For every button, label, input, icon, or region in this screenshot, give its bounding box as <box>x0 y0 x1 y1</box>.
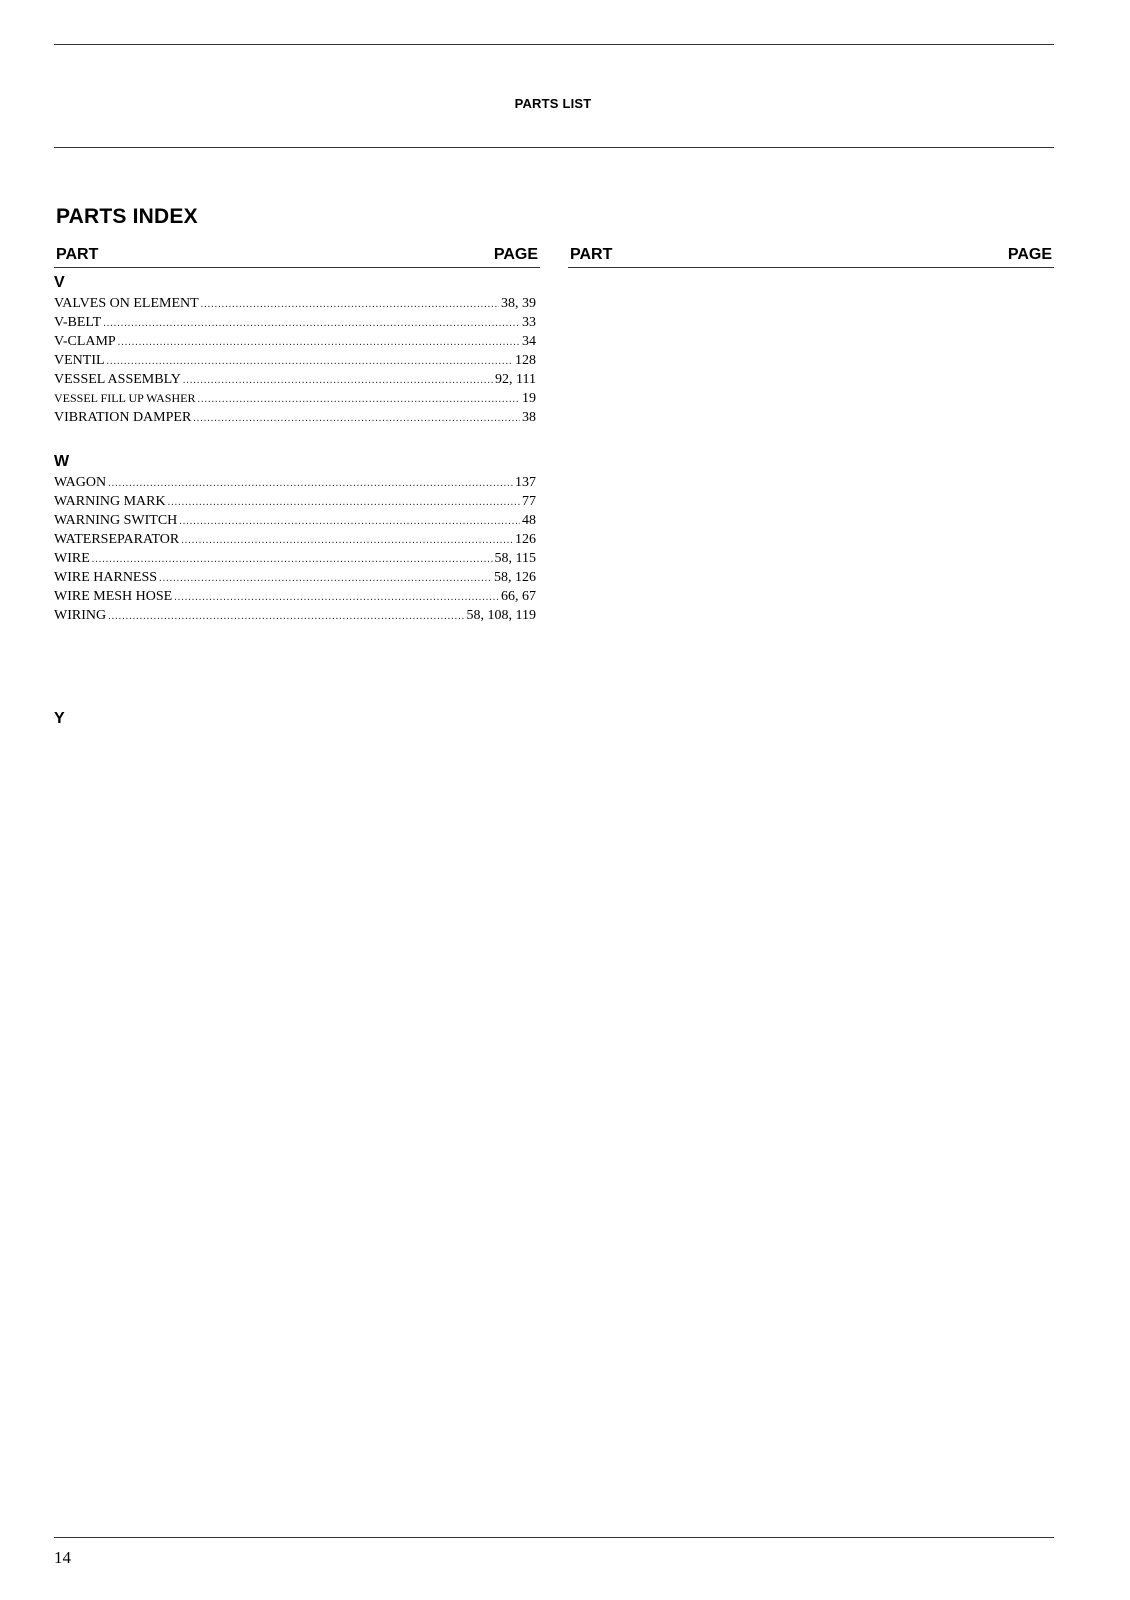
entry-part-name: VALVES ON ELEMENT <box>54 296 199 311</box>
section-letter: V <box>54 274 65 291</box>
index-entry <box>54 408 540 427</box>
index-entry <box>54 294 540 313</box>
entry-part-name: WIRE HARNESS <box>54 570 158 585</box>
entry-part-name: WATERSEPARATOR <box>54 532 180 547</box>
entry-part-name: WARNING MARK <box>54 494 166 509</box>
entry-part-name: WIRE MESH HOSE <box>54 589 173 604</box>
entry-pages: 38, 39 <box>501 296 536 311</box>
dot-leader <box>159 569 492 588</box>
dot-leader <box>108 607 464 626</box>
index-column-left <box>54 246 540 268</box>
index-entry <box>54 351 540 370</box>
index-entry <box>54 389 540 408</box>
entry-part-name: VESSEL ASSEMBLY <box>54 372 181 387</box>
entry-pages: 128 <box>515 353 536 368</box>
entry-pages: 126 <box>515 532 536 547</box>
dot-leader <box>107 352 513 371</box>
footer-rule <box>54 1537 1054 1538</box>
entry-part-name: V-BELT <box>54 315 102 330</box>
index-entry <box>54 530 540 549</box>
page-column-label: PAGE <box>1007 246 1052 263</box>
entry-pages: 34 <box>522 334 536 349</box>
entry-pages: 137 <box>515 475 536 490</box>
index-entry <box>54 587 540 606</box>
dot-leader <box>168 493 520 512</box>
entry-pages: 19 <box>522 391 536 406</box>
dot-leader <box>174 588 499 607</box>
dot-leader <box>197 390 520 409</box>
header-rule-bottom <box>54 147 1054 148</box>
index-entry <box>54 511 540 530</box>
part-column-label: PART <box>56 246 99 263</box>
entry-part-name: WARNING SWITCH <box>54 513 178 528</box>
entry-pages: 77 <box>522 494 536 509</box>
column-header-right <box>568 246 1054 268</box>
index-entry <box>54 332 540 351</box>
index-entry <box>54 473 540 492</box>
entry-part-name: WAGON <box>54 475 107 490</box>
entry-part-name: WIRING <box>54 608 107 623</box>
running-header-title: PARTS LIST <box>514 96 592 111</box>
part-column-label: PART <box>570 246 613 263</box>
dot-leader <box>181 531 513 550</box>
entry-pages: 58, 126 <box>494 570 536 585</box>
index-section-w <box>54 451 540 625</box>
entry-pages: 48 <box>522 513 536 528</box>
dot-leader <box>103 314 520 333</box>
index-entry <box>54 606 540 625</box>
page-column-label: PAGE <box>493 246 538 263</box>
entry-part-name: VIBRATION DAMPER <box>54 410 192 425</box>
dot-leader <box>201 295 499 314</box>
index-entry <box>54 313 540 332</box>
dot-leader <box>118 333 520 352</box>
entry-part-name: VENTIL <box>54 353 105 368</box>
entry-pages: 33 <box>522 315 536 330</box>
index-entry <box>54 370 540 389</box>
entry-part-name: VESSEL FILL UP WASHER <box>54 391 196 405</box>
entry-pages: 58, 115 <box>494 551 536 566</box>
header-rule-top <box>54 44 1054 45</box>
entry-part-name: V-CLAMP <box>54 334 116 349</box>
entry-part-name: WIRE <box>54 551 90 566</box>
index-entry <box>54 492 540 511</box>
dot-leader <box>179 512 520 531</box>
index-title: PARTS INDEX <box>56 205 198 228</box>
entry-pages: 38 <box>522 410 536 425</box>
index-entry <box>54 568 540 587</box>
section-letter: W <box>54 453 70 470</box>
index-entry <box>54 549 540 568</box>
entry-pages: 92, 111 <box>495 372 536 387</box>
dot-leader <box>108 474 513 493</box>
index-section-y <box>54 708 540 730</box>
dot-leader <box>92 550 493 569</box>
dot-leader <box>193 409 520 428</box>
index-section-v <box>54 272 540 427</box>
entry-pages: 66, 67 <box>501 589 536 604</box>
column-header-left <box>54 246 540 268</box>
index-column-right <box>568 246 1054 268</box>
page-number: 14 <box>54 1548 71 1567</box>
dot-leader <box>183 371 493 390</box>
entry-pages: 58, 108, 119 <box>466 608 536 623</box>
section-letter: Y <box>54 710 65 727</box>
